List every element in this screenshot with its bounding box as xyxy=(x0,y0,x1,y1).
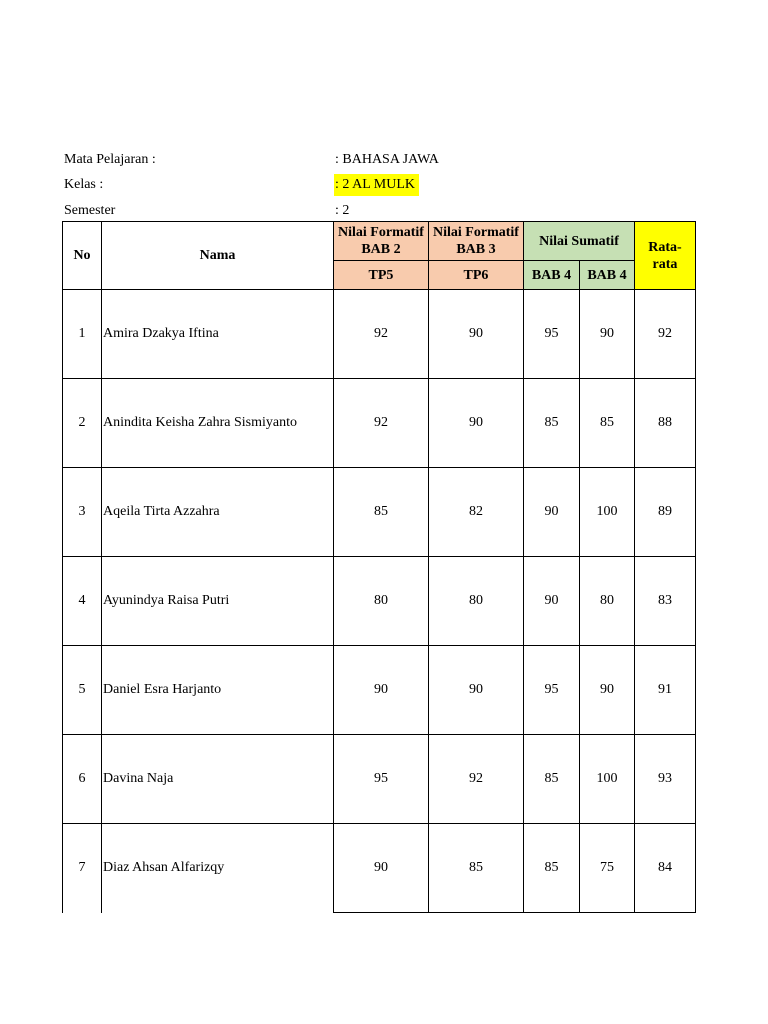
cell-sumatif-2: 100 xyxy=(580,735,635,824)
class-row xyxy=(64,174,464,196)
cell-sumatif-2: 90 xyxy=(580,290,635,379)
header-nama: Nama xyxy=(102,222,334,290)
cell-sumatif-2: 100 xyxy=(580,468,635,557)
cell-tp5: 80 xyxy=(334,557,429,646)
cell-no: 5 xyxy=(63,646,102,735)
cell-tp6: 90 xyxy=(429,379,524,468)
cell-tp5: 95 xyxy=(334,735,429,824)
cell-tp6: 82 xyxy=(429,468,524,557)
cell-nama: Diaz Ahsan Alfarizqy xyxy=(102,824,334,913)
cell-tp6: 92 xyxy=(429,735,524,824)
class-value: : 2 AL MULK xyxy=(334,174,419,196)
subject-row xyxy=(64,149,464,171)
cell-sumatif-1: 85 xyxy=(524,379,580,468)
cell-tp5: 92 xyxy=(334,379,429,468)
cell-tp6: 85 xyxy=(429,824,524,913)
cell-tp5: 90 xyxy=(334,646,429,735)
cell-rata: 92 xyxy=(635,290,696,379)
cell-rata: 91 xyxy=(635,646,696,735)
cell-nama: Daniel Esra Harjanto xyxy=(102,646,334,735)
cell-nama: Anindita Keisha Zahra Sismiyanto xyxy=(102,379,334,468)
header-tp5: TP5 xyxy=(334,261,429,290)
table-row xyxy=(63,824,696,913)
table-row xyxy=(63,290,696,379)
cell-rata: 93 xyxy=(635,735,696,824)
cell-sumatif-1: 85 xyxy=(524,824,580,913)
table-row xyxy=(63,735,696,824)
cell-tp5: 92 xyxy=(334,290,429,379)
cell-sumatif-1: 95 xyxy=(524,646,580,735)
cell-sumatif-1: 85 xyxy=(524,735,580,824)
class-label: Kelas : xyxy=(64,177,104,192)
cell-rata: 89 xyxy=(635,468,696,557)
cell-sumatif-2: 90 xyxy=(580,646,635,735)
grades-table xyxy=(62,221,696,913)
cell-tp5: 85 xyxy=(334,468,429,557)
header-bab4-b: BAB 4 xyxy=(580,261,635,290)
table-row xyxy=(63,646,696,735)
cell-sumatif-2: 85 xyxy=(580,379,635,468)
cell-rata: 83 xyxy=(635,557,696,646)
cell-no: 2 xyxy=(63,379,102,468)
header-sumatif: Nilai Sumatif xyxy=(524,222,635,261)
cell-nama: Davina Naja xyxy=(102,735,334,824)
semester-value: : 2 xyxy=(335,203,350,218)
header-bab4-a: BAB 4 xyxy=(524,261,580,290)
cell-no: 1 xyxy=(63,290,102,379)
semester-label: Semester xyxy=(64,203,116,218)
cell-tp6: 90 xyxy=(429,646,524,735)
cell-no: 7 xyxy=(63,824,102,913)
header-tp6: TP6 xyxy=(429,261,524,290)
cell-no: 6 xyxy=(63,735,102,824)
cell-sumatif-1: 95 xyxy=(524,290,580,379)
cell-nama: Amira Dzakya Iftina xyxy=(102,290,334,379)
cell-rata: 84 xyxy=(635,824,696,913)
cell-nama: Aqeila Tirta Azzahra xyxy=(102,468,334,557)
cell-sumatif-2: 80 xyxy=(580,557,635,646)
header-rata: Rata-rata xyxy=(635,222,696,290)
cell-sumatif-1: 90 xyxy=(524,468,580,557)
cell-tp6: 90 xyxy=(429,290,524,379)
cell-tp5: 90 xyxy=(334,824,429,913)
cell-tp6: 80 xyxy=(429,557,524,646)
subject-value: : BAHASA JAWA xyxy=(335,152,439,167)
header-no: No xyxy=(63,222,102,290)
header-formatif-bab3: Nilai Formatif BAB 3 xyxy=(429,222,524,261)
cell-nama: Ayunindya Raisa Putri xyxy=(102,557,334,646)
table-row xyxy=(63,468,696,557)
header-formatif-bab2: Nilai Formatif BAB 2 xyxy=(334,222,429,261)
table-row xyxy=(63,557,696,646)
cell-sumatif-2: 75 xyxy=(580,824,635,913)
cell-sumatif-1: 90 xyxy=(524,557,580,646)
cell-no: 3 xyxy=(63,468,102,557)
cell-rata: 88 xyxy=(635,379,696,468)
cell-no: 4 xyxy=(63,557,102,646)
semester-row xyxy=(64,200,464,222)
table-row xyxy=(63,379,696,468)
subject-label: Mata Pelajaran : xyxy=(64,152,156,167)
